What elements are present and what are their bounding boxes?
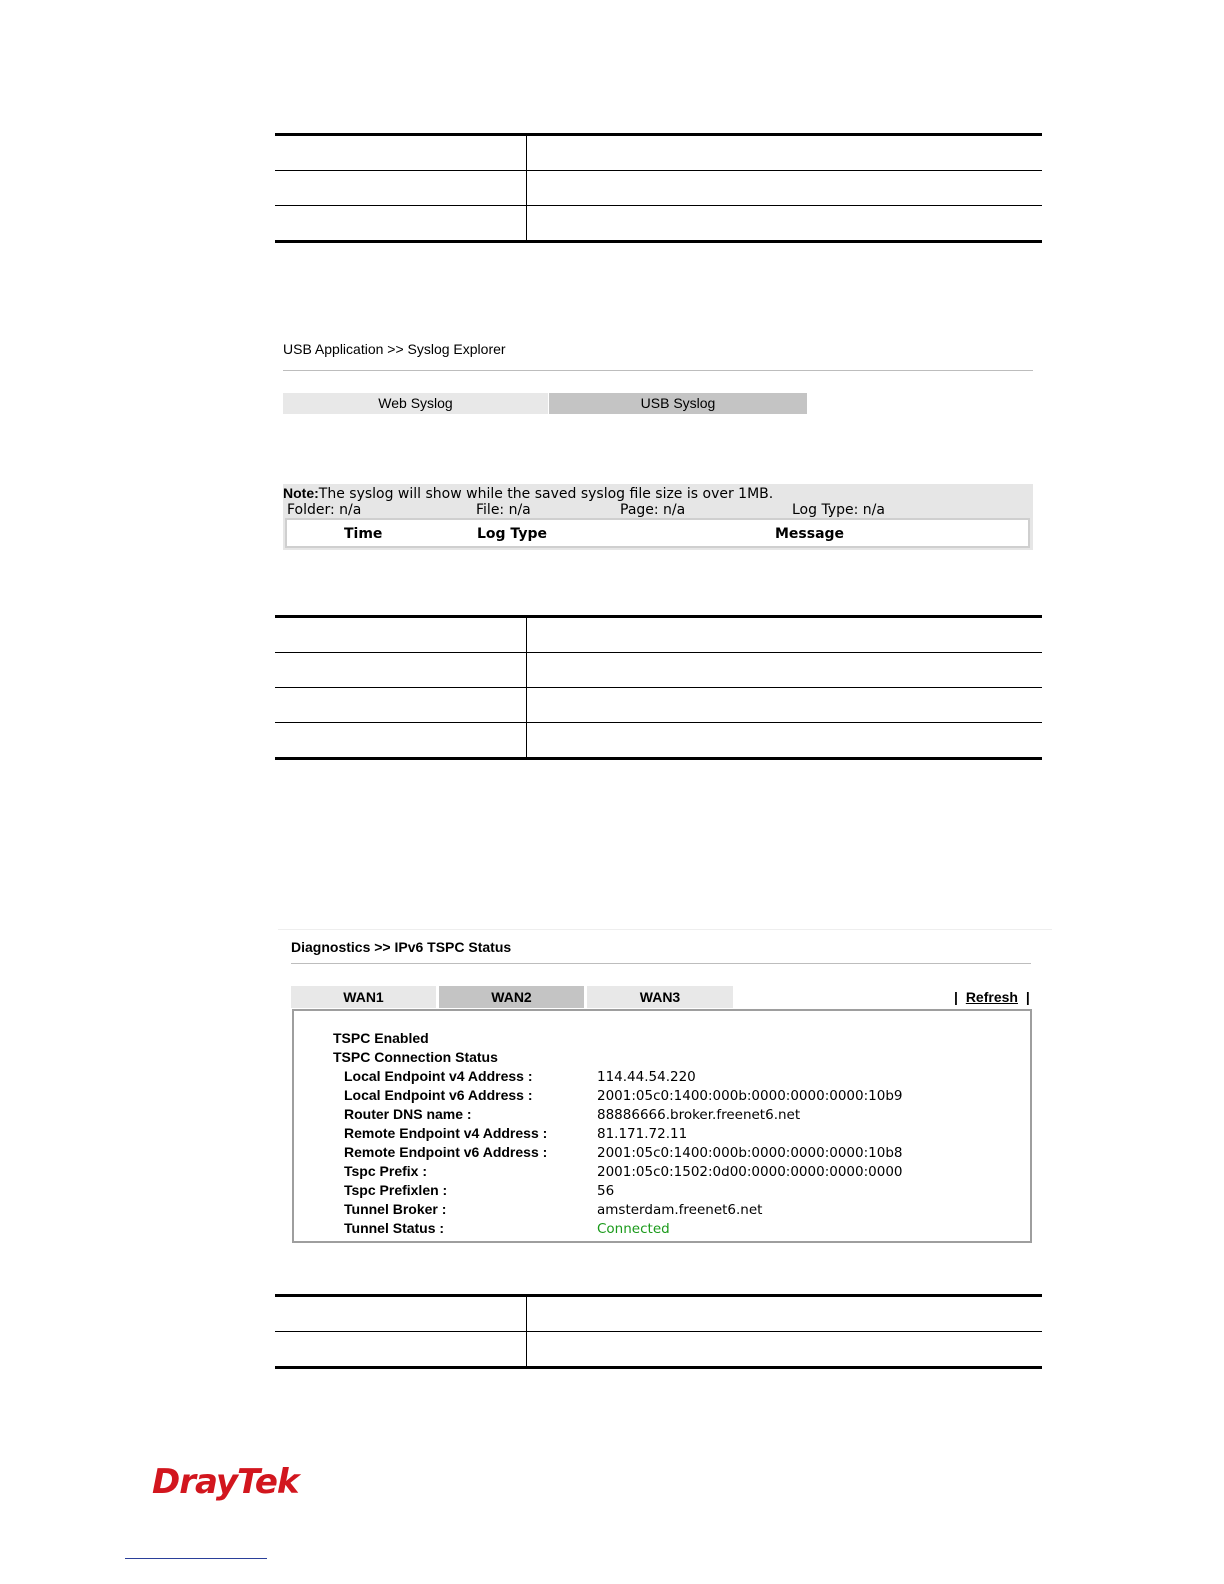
row-label-local-v6: Local Endpoint v6 Address : bbox=[344, 1087, 533, 1103]
footer-rule bbox=[125, 1558, 267, 1559]
syslog-table-header bbox=[285, 518, 1030, 548]
row-value-tunnel-status: Connected bbox=[597, 1221, 670, 1237]
syslog-breadcrumb: USB Application >> Syslog Explorer bbox=[283, 341, 506, 357]
row-value-remote-v6: 2001:05c0:1400:000b:0000:0000:0000:10b8 bbox=[597, 1145, 903, 1161]
refresh-area bbox=[954, 989, 1030, 1005]
row-value-local-v6: 2001:05c0:1400:000b:0000:0000:0000:10b9 bbox=[597, 1088, 903, 1104]
syslog-page: Page: n/a bbox=[620, 502, 686, 518]
row-label-local-v4: Local Endpoint v4 Address : bbox=[344, 1068, 533, 1084]
column-message: Message bbox=[775, 526, 845, 542]
row-label-prefixlen: Tspc Prefixlen : bbox=[344, 1182, 448, 1198]
doc-table-top bbox=[275, 133, 1042, 243]
tspc-connection-label: TSPC Connection Status bbox=[333, 1049, 498, 1065]
row-value-remote-v4: 81.171.72.11 bbox=[597, 1126, 688, 1142]
tab-wan1[interactable]: WAN1 bbox=[291, 986, 436, 1008]
syslog-folder: Folder: n/a bbox=[287, 502, 362, 518]
row-label-dns: Router DNS name : bbox=[344, 1106, 472, 1122]
row-label-broker: Tunnel Broker : bbox=[344, 1201, 447, 1217]
row-value-prefixlen: 56 bbox=[597, 1183, 615, 1199]
doc-table-bottom bbox=[275, 1294, 1042, 1369]
tspc-divider bbox=[291, 963, 1031, 964]
tspc-enabled-label: TSPC Enabled bbox=[333, 1030, 429, 1046]
tspc-breadcrumb: Diagnostics >> IPv6 TSPC Status bbox=[291, 939, 512, 955]
note-prefix: Note: bbox=[283, 485, 319, 501]
syslog-divider bbox=[283, 370, 1033, 371]
row-value-local-v4: 114.44.54.220 bbox=[597, 1069, 696, 1085]
draytek-logo: DrayTek bbox=[152, 1462, 299, 1502]
note-text: The syslog will show while the saved syslog file size is over 1MB. bbox=[318, 486, 774, 502]
pipe-right: | bbox=[1025, 989, 1030, 1005]
syslog-file: File: n/a bbox=[476, 502, 531, 518]
row-label-remote-v6: Remote Endpoint v6 Address : bbox=[344, 1144, 548, 1160]
row-value-dns: 88886666.broker.freenet6.net bbox=[597, 1107, 801, 1123]
doc-table-middle bbox=[275, 615, 1042, 760]
row-value-prefix: 2001:05c0:1502:0d00:0000:0000:0000:0000 bbox=[597, 1164, 903, 1180]
column-log-type: Log Type bbox=[477, 526, 547, 542]
tab-wan3[interactable]: WAN3 bbox=[587, 986, 733, 1008]
tspc-frame-top bbox=[278, 929, 1052, 930]
row-value-broker: amsterdam.freenet6.net bbox=[597, 1202, 763, 1218]
column-time: Time bbox=[344, 526, 383, 542]
tab-usb-syslog[interactable]: USB Syslog bbox=[549, 393, 807, 414]
tab-wan2[interactable]: WAN2 bbox=[439, 986, 584, 1008]
row-label-tunnel-status: Tunnel Status : bbox=[344, 1220, 445, 1236]
pipe-left: | bbox=[954, 989, 958, 1005]
row-label-prefix: Tspc Prefix : bbox=[344, 1163, 427, 1179]
syslog-note bbox=[283, 485, 773, 502]
row-label-remote-v4: Remote Endpoint v4 Address : bbox=[344, 1125, 548, 1141]
tab-web-syslog[interactable]: Web Syslog bbox=[283, 393, 548, 414]
syslog-log-type: Log Type: n/a bbox=[792, 502, 885, 518]
refresh-link[interactable]: Refresh bbox=[965, 989, 1018, 1005]
